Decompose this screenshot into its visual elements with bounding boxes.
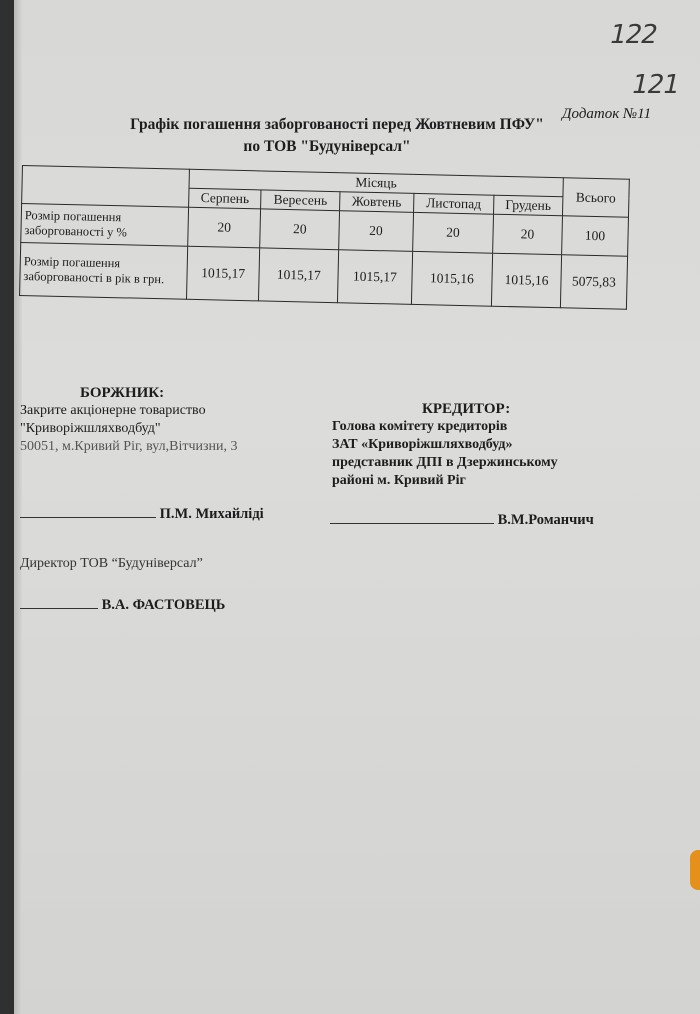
month-header-cell: Серпень — [189, 188, 262, 209]
debtor-signer-name: П.М. Михайліді — [159, 506, 264, 522]
document-title: Графік погашення заборгованості перед Жовтневим ПФУ" — [130, 116, 544, 133]
creditor-role: Голова комітету кредиторів — [332, 419, 508, 434]
total-cell: 5075,83 — [560, 255, 627, 309]
director-title: Директор ТОВ “Будуніверсал” — [20, 556, 203, 571]
orange-tab-marker — [690, 850, 700, 890]
document-subtitle: по ТОВ "Будуніверсал" — [243, 138, 411, 155]
table-cell: 20 — [493, 214, 562, 255]
creditor-signer-name: В.М.Романчич — [497, 512, 594, 528]
table-cell: 1015,16 — [411, 251, 493, 306]
handwritten-page-number: 122 — [606, 20, 660, 50]
debtor-signature — [20, 506, 264, 523]
month-header-cell: Вересень — [261, 190, 340, 211]
month-header: Місяць — [189, 169, 563, 196]
creditor-signature — [330, 512, 594, 529]
debtor-company-name: "Криворіжшляхводбуд" — [20, 421, 161, 436]
debtor-block — [20, 384, 238, 456]
table-corner-cell — [22, 166, 190, 208]
creditor-heading: КРЕДИТОР: — [422, 401, 511, 417]
debtor-address: 50051, м.Кривий Ріг, вул,Вітчизни, 3 — [20, 439, 238, 454]
addendum-label: Додаток №11 — [562, 106, 652, 122]
document-page — [14, 0, 700, 1014]
debtor-heading: БОРЖНИК: — [80, 385, 165, 401]
signature-line — [20, 608, 98, 609]
table-cell: 20 — [412, 212, 493, 253]
month-header-cell: Листопад — [413, 193, 494, 214]
creditor-company: ЗАТ «Криворіжшляхводбуд» — [332, 437, 513, 452]
creditor-block — [332, 400, 558, 490]
table-cell: 20 — [260, 209, 340, 250]
director-signature — [20, 597, 225, 614]
month-header-cell: Жовтень — [340, 192, 414, 213]
signature-line — [330, 523, 494, 524]
row-label: Розмір погашення заборгованості у % — [21, 204, 189, 247]
repayment-schedule-table — [19, 165, 630, 310]
creditor-district: районі м. Кривий Ріг — [332, 473, 466, 488]
table-cell: 1015,16 — [492, 253, 562, 308]
table-cell: 1015,17 — [259, 248, 339, 303]
handwritten-page-number-alt: 121 — [628, 70, 682, 100]
signature-line — [20, 517, 156, 518]
total-header: Всього — [562, 178, 629, 217]
row-label: Розмір погашення заборгованості в рік в грн. — [20, 242, 188, 299]
debtor-company-type: Закрите акціонерне товариство — [20, 403, 206, 418]
table-cell: 1015,17 — [186, 246, 259, 301]
table-cell: 20 — [339, 211, 413, 252]
month-header-cell: Грудень — [494, 195, 563, 216]
total-cell: 100 — [561, 216, 628, 256]
table-cell: 20 — [188, 207, 261, 248]
creditor-representative: представник ДПІ в Дзержинському — [332, 455, 558, 470]
director-signer-name: В.А. ФАСТОВЕЦЬ — [101, 597, 226, 613]
table-cell: 1015,17 — [338, 250, 413, 305]
